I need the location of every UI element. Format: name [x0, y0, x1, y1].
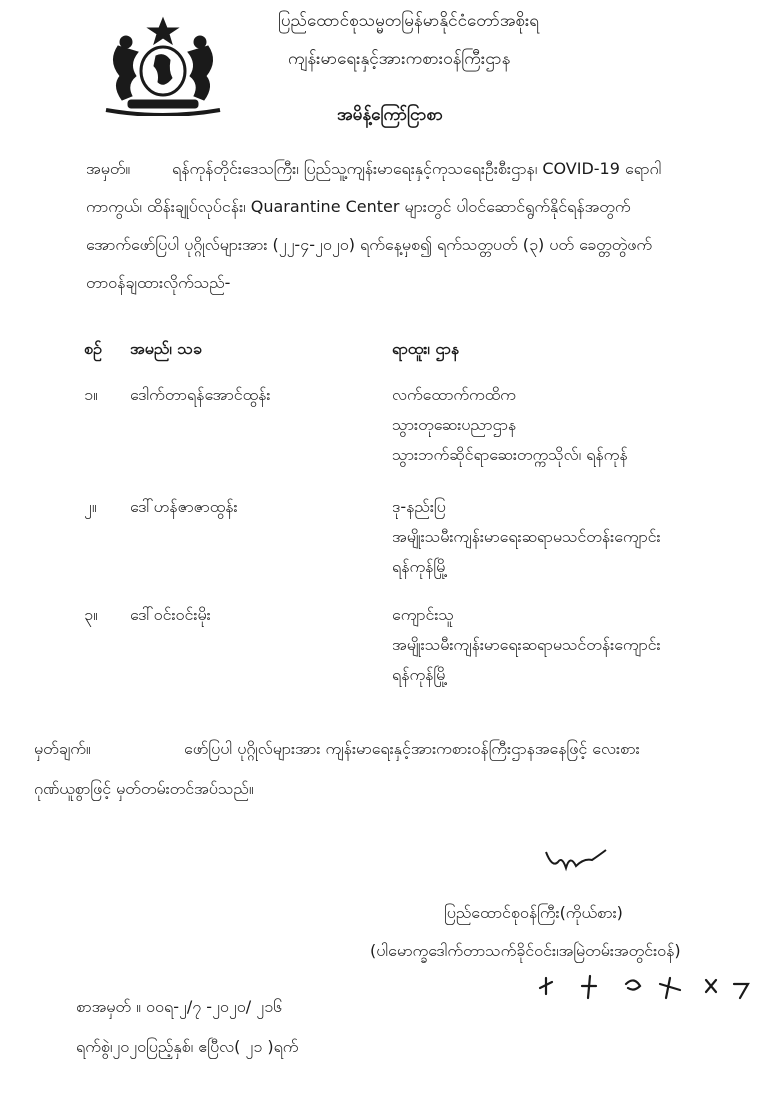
header-line-2: ကျန်းမာရေးနှင့်အားကစားဝန်ကြီးဌာန — [288, 49, 511, 69]
row-1-name: ဒေါက်တာရန်အောင်ထွန်း — [130, 385, 271, 404]
row-1-position-1: လက်ထောက်ကထိက — [392, 385, 516, 404]
row-2-position-3: ရန်ကုန်မြို့ — [392, 557, 448, 576]
row-3-position-3: ရန်ကုန်မြို့ — [392, 665, 448, 684]
order-line-4: တာဝန်ချထားလိုက်သည်- — [86, 273, 231, 292]
reference-number: စာအမှတ် ။ ၀၀ရ-၂/၇ -၂၀၂၀/ ၂၁၆ — [76, 997, 283, 1016]
header-name: အမည်၊ သခ — [130, 339, 202, 358]
row-3-position-1: ကျောင်းသူ — [392, 605, 454, 624]
row-2-no: ၂။ — [84, 497, 97, 516]
remark-label: မှတ်ချက်။ — [34, 739, 91, 758]
handwritten-marks — [530, 968, 770, 1008]
reference-date: ရက်စွဲ၊၂၀၂၀ပြည့်နှစ်၊ ဧပြီလ( ၂၁ )ရက် — [76, 1037, 299, 1056]
order-label: အမှတ်။ — [86, 159, 131, 178]
header-no: စဉ် — [84, 339, 102, 358]
order-line-2: ကာကွယ်၊ ထိန်းချုပ်လုပ်ငန်း၊ Quarantine Center များတွင် ပါဝင်ဆောင်ရွက်နိုင်ရန်အတွက် — [86, 197, 631, 216]
row-2-name: ဒေါ်ဟန်ဇာဇာထွန်း — [130, 497, 238, 516]
row-3-position-2: အမျိုးသမီးကျန်းမာရေးဆရာမသင်တန်းကျောင်း — [392, 635, 661, 654]
row-3-name: ဒေါ်ဝင်းဝင်းမိုး — [130, 605, 211, 624]
row-2-position-1: ဒု-နည်းပြ — [392, 497, 446, 516]
order-line-3: အောက်ဖော်ပြပါ ပုဂ္ဂိုလ်များအား (၂၂-၄-၂၀၂၀) ရက်နေ့မှစ၍ ရက်သတ္တပတ် (၃) ပတ် ခေတ္တတွဲဖက် — [86, 235, 653, 254]
signatory-line-2: (ပါမောက္ခဒေါက်တာသက်ခိုင်ဝင်း၊အမြဲတမ်းအတွင်းဝန်) — [370, 941, 681, 960]
remark-line-2: ဂုဏ်ယူစွာဖြင့် မှတ်တမ်းတင်အပ်သည်။ — [34, 779, 254, 798]
row-1-no: ၁။ — [84, 385, 98, 404]
order-line-1: ရန်ကုန်တိုင်းဒေသကြီး၊ ပြည်သူ့ကျန်းမာရေးနှင့်ကုသရေးဦးစီးဌာန၊ COVID-19 ရောဂါ — [172, 159, 662, 178]
row-1-position-3: သွားဘက်ဆိုင်ရာဆေးတက္ကသိုလ်၊ ရန်ကုန် — [392, 445, 628, 464]
header-position: ရာထူး၊ ဌာန — [392, 339, 460, 358]
signature-mark — [540, 838, 620, 878]
row-2-position-2: အမျိုးသမီးကျန်းမာရေးဆရာမသင်တန်းကျောင်း — [392, 527, 661, 546]
row-3-no: ၃။ — [84, 605, 98, 624]
remark-line-1: ဖော်ပြပါ ပုဂ္ဂိုလ်များအား ကျန်းမာရေးနှင့်အားကစားဝန်ကြီးဌာနအနေဖြင့် လေးစား — [184, 739, 640, 758]
signatory-line-1: ပြည်ထောင်စုဝန်ကြီး(ကိုယ်စား) — [444, 903, 623, 922]
row-1-position-2: သွားတုဆေးပညာဌာန — [392, 415, 517, 434]
header-line-1: ပြည်ထောင်စုသမ္မတမြန်မာနိုင်ငံတော်အစိုးရ — [278, 11, 540, 31]
document-title: အမိန့်ကြော်ငြာစာ — [337, 105, 443, 125]
state-emblem-icon — [98, 16, 228, 116]
